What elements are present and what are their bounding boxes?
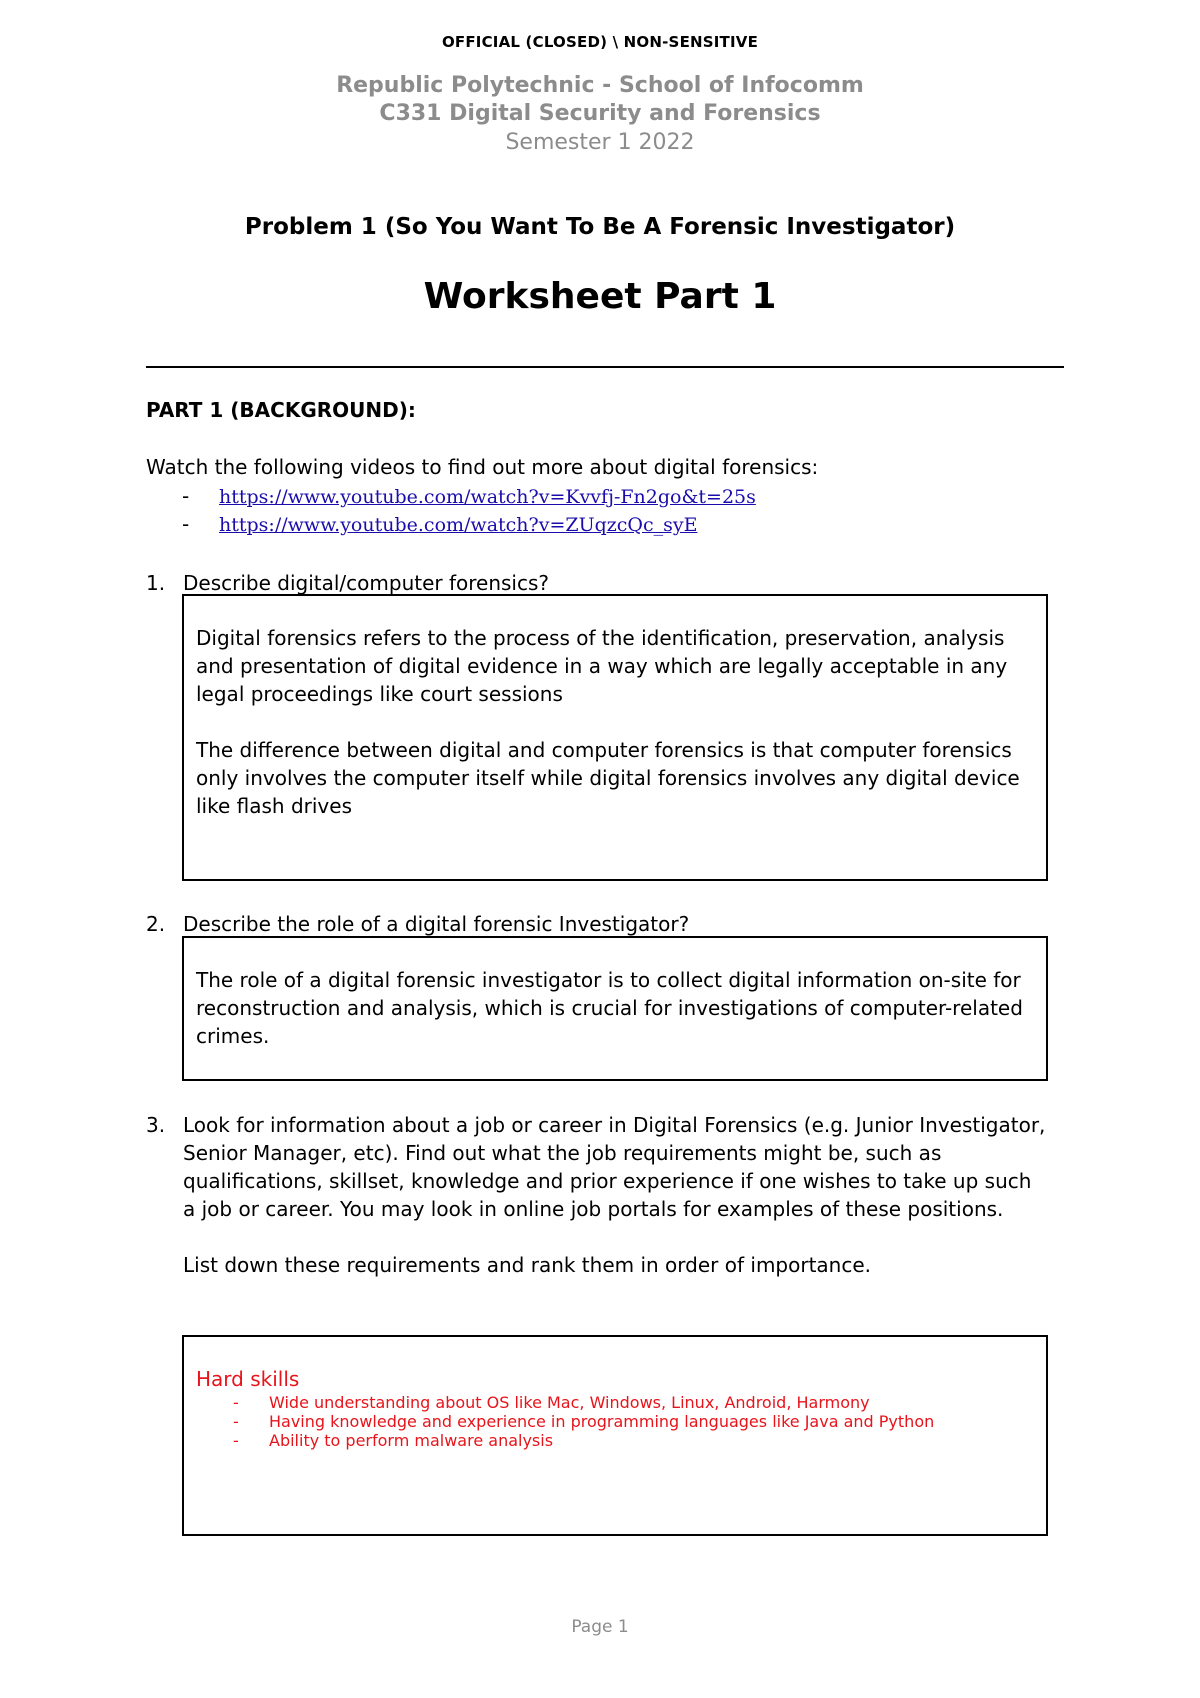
video-link-row [182, 512, 697, 536]
part1-intro: Watch the following videos to find out more about digital forensics: [146, 455, 819, 479]
bullet-dash: - [182, 484, 190, 508]
bullet-dash: - [233, 1431, 239, 1450]
bullet-dash: - [233, 1412, 239, 1431]
page-number: Page 1 [571, 1617, 629, 1637]
question-number: 3. [146, 1113, 166, 1137]
institution-header: Republic Polytechnic - School of Infocomm [336, 73, 864, 98]
bullet-dash: - [233, 1393, 239, 1412]
video-link-row [182, 484, 756, 508]
answer-box-3[interactable] [182, 1335, 1048, 1536]
worksheet-title: Worksheet Part 1 [423, 276, 777, 317]
part1-heading: PART 1 (BACKGROUND): [146, 398, 416, 422]
list-item-text: Ability to perform malware analysis [269, 1431, 554, 1450]
list-item-text: Wide understanding about OS like Mac, Windows, Linux, Android, Harmony [269, 1393, 870, 1412]
question-text: Describe the role of a digital forensic Investigator? [183, 912, 690, 936]
list-item [196, 1431, 1034, 1450]
question-number: 1. [146, 571, 166, 595]
classification-label: OFFICIAL (CLOSED) \ NON-SENSITIVE [441, 33, 759, 51]
answer-paragraph: The role of a digital forensic investigator is to collect digital information on-site for reconstruction and analysis, which is crucial for investigations of computer-related crimes. [196, 968, 1023, 1048]
title-divider [146, 366, 1064, 368]
list-item [196, 1412, 1034, 1431]
answer-box-2[interactable] [182, 936, 1048, 1081]
question-2 [146, 910, 1046, 938]
question-3 [146, 1111, 1046, 1279]
answer-box-1[interactable] [182, 594, 1048, 881]
hard-skills-heading: Hard skills [196, 1367, 300, 1391]
question-text: Look for information about a job or career in Digital Forensics (e.g. Junior Investigator, Senior Manager, etc). Find out what the job requirements might be, such as qualifications, skillset, knowledge and prior experience if one wishes to take up such a job or career. You may look in online job portals for examples of these positions. [183, 1113, 1046, 1221]
bullet-dash: - [182, 512, 190, 536]
question-text: Describe digital/computer forensics? [183, 571, 550, 595]
question-instruction: List down these requirements and rank them in order of importance. [183, 1253, 872, 1277]
list-item-text: Having knowledge and experience in programming languages like Java and Python [269, 1412, 935, 1431]
list-item [196, 1393, 1034, 1412]
question-number: 2. [146, 912, 166, 936]
answer-paragraph: Digital forensics refers to the process of the identification, preservation, analysis and presentation of digital evidence in a way which are legally acceptable in any legal proceedings like court sessions [196, 626, 1008, 706]
video-link-1[interactable]: https://www.youtube.com/watch?v=Kvvfj-Fn2go&t=25s [219, 486, 756, 508]
hard-skills-list [196, 1393, 1034, 1450]
semester-header: Semester 1 2022 [505, 130, 695, 155]
answer-paragraph: The difference between digital and computer forensics is that computer forensics only involves the computer itself while digital forensics involves any digital device like flash drives [196, 738, 1020, 818]
video-link-2[interactable]: https://www.youtube.com/watch?v=ZUqzcQc_syE [219, 514, 698, 536]
problem-title: Problem 1 (So You Want To Be A Forensic Investigator) [244, 214, 956, 240]
module-header: C331 Digital Security and Forensics [379, 101, 821, 126]
question-1 [146, 569, 1046, 597]
